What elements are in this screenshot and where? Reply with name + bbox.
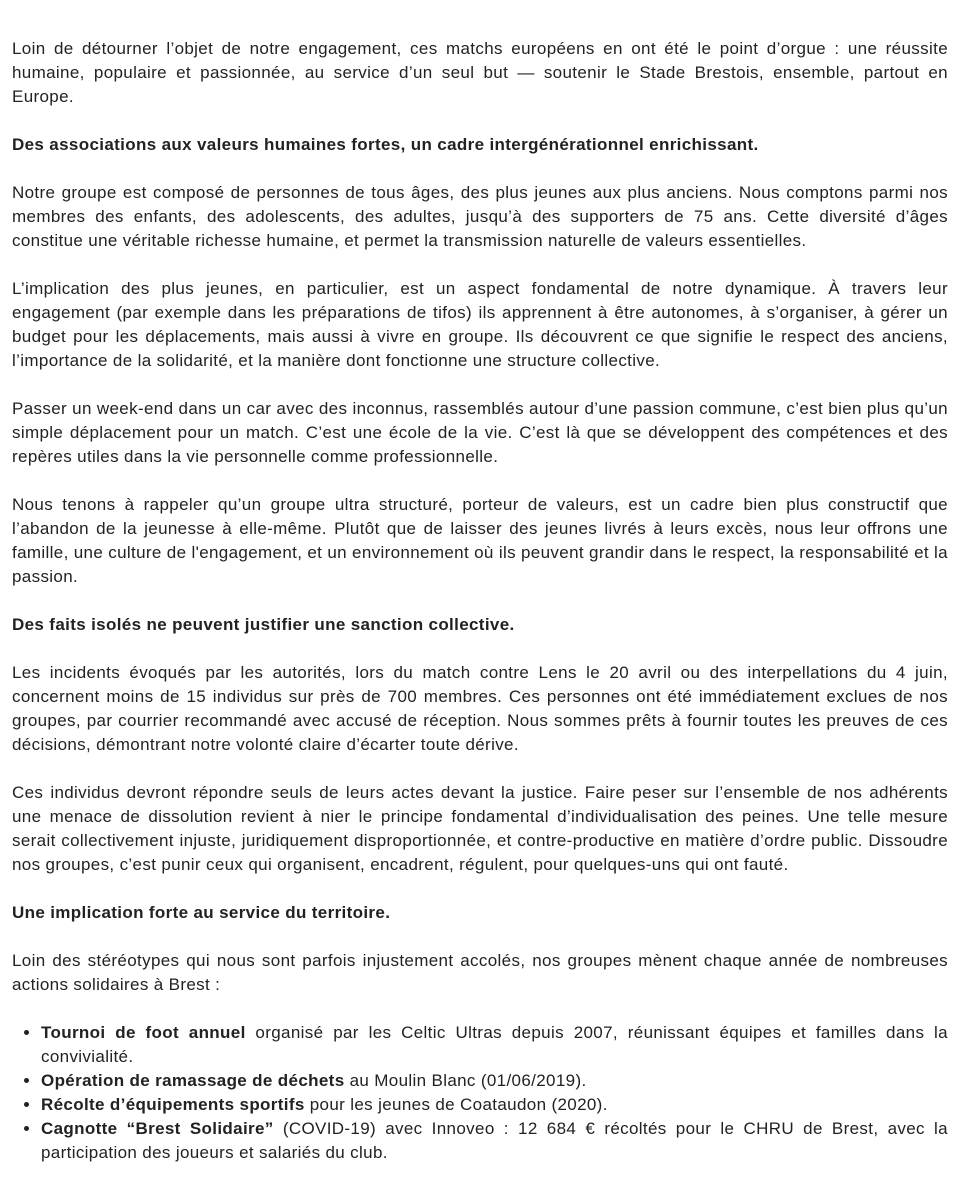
list-item — [41, 1117, 948, 1165]
paragraph: Les incidents évoqués par les autorités, lors du match contre Lens le 20 avril ou des interpellations du 4 juin, concernent moins de 15 individus sur près de 700 membres. Ces personnes ont été immédiatement exclues de nos groupes, par courrier recommandé avec accusé de réception. Nous sommes prêts à fournir toutes les preuves de ces décisions, démontrant notre volonté claire d’écarter toute dérive. — [12, 663, 948, 754]
paragraph: Nous tenons à rappeler qu’un groupe ultra structuré, porteur de valeurs, est un cadre bien plus constructif que l’abandon de la jeunesse à elle-même. Plutôt que de laisser des jeunes livrés à leurs excès, nous leur offrons une famille, une culture de l'engagement, et un environnement où ils peuvent grandir dans le respect, la responsabilité et la passion. — [12, 495, 948, 586]
paragraph: L’implication des plus jeunes, en particulier, est un aspect fondamental de notre dynamique. À travers leur engagement (par exemple dans les préparations de tifos) ils apprennent à être autonomes, à s’organiser, à gérer un budget pour les déplacements, mais aussi à vivre en groupe. Ils découvrent ce que signifie le respect des anciens, l’importance de la solidarité, et la manière dont fonctionne une structure collective. — [12, 279, 948, 370]
paragraph: Ces individus devront répondre seuls de leurs actes devant la justice. Faire peser sur l’ensemble de nos adhérents une menace de dissolution revient à nier le principe fondamental d’individualisation des peines. Une telle mesure serait collectivement injuste, juridiquement disproportionnée, et contre-productive en matière d’ordre public. Dissoudre nos groupes, c’est punir ceux qui organisent, encadrent, régulent, pour quelques-uns qui ont fauté. — [12, 783, 948, 874]
section-heading: Des associations aux valeurs humaines fortes, un cadre intergénérationnel enrichissant. — [12, 135, 759, 154]
list-item-text: au Moulin Blanc (01/06/2019). — [344, 1071, 587, 1090]
list-item-title: Cagnotte “Brest Solidaire” — [41, 1119, 274, 1138]
list-item — [41, 1021, 948, 1069]
list-item-text: pour les jeunes de Coataudon (2020). — [304, 1095, 608, 1114]
section-heading: Une implication forte au service du territoire. — [12, 903, 391, 922]
list-item-title: Tournoi de foot annuel — [41, 1023, 246, 1042]
list-item-title: Opération de ramassage de déchets — [41, 1071, 345, 1090]
actions-list — [12, 1021, 948, 1165]
section-heading: Des faits isolés ne peuvent justifier une sanction collective. — [12, 615, 515, 634]
list-item-title: Récolte d’équipements sportifs — [41, 1095, 305, 1114]
paragraph: Loin des stéréotypes qui nous sont parfois injustement accolés, nos groupes mènent chaque année de nombreuses actions solidaires à Brest : — [12, 951, 948, 994]
paragraph: Notre groupe est composé de personnes de tous âges, des plus jeunes aux plus anciens. Nous comptons parmi nos membres des enfants, des adolescents, des adultes, jusqu’à des supporters de 75 ans. Cette diversité d’âges constitue une véritable richesse humaine, et permet la transmission naturelle de valeurs essentielles. — [12, 183, 948, 250]
list-item — [41, 1093, 948, 1117]
list-item — [41, 1069, 948, 1093]
paragraph: Passer un week-end dans un car avec des inconnus, rassemblés autour d’une passion commune, c’est bien plus qu’un simple déplacement pour un match. C’est une école de la vie. C’est là que se développent des compétences et des repères utiles dans la vie personnelle comme professionnelle. — [12, 399, 948, 466]
paragraph: Loin de détourner l’objet de notre engagement, ces matchs européens en ont été le point d’orgue : une réussite humaine, populaire et passionnée, au service d’un seul but — soutenir le Stade Brestois, ensemble, partout en Europe. — [12, 39, 948, 106]
list-item-text: organisé par les Celtic Ultras depuis 2007, réunissant équipes et familles dans la convivialité. — [41, 1023, 948, 1066]
list-item-text: (COVID-19) avec Innoveo : 12 684 € récoltés pour le CHRU de Brest, avec la participation des joueurs et salariés du club. — [41, 1119, 948, 1162]
